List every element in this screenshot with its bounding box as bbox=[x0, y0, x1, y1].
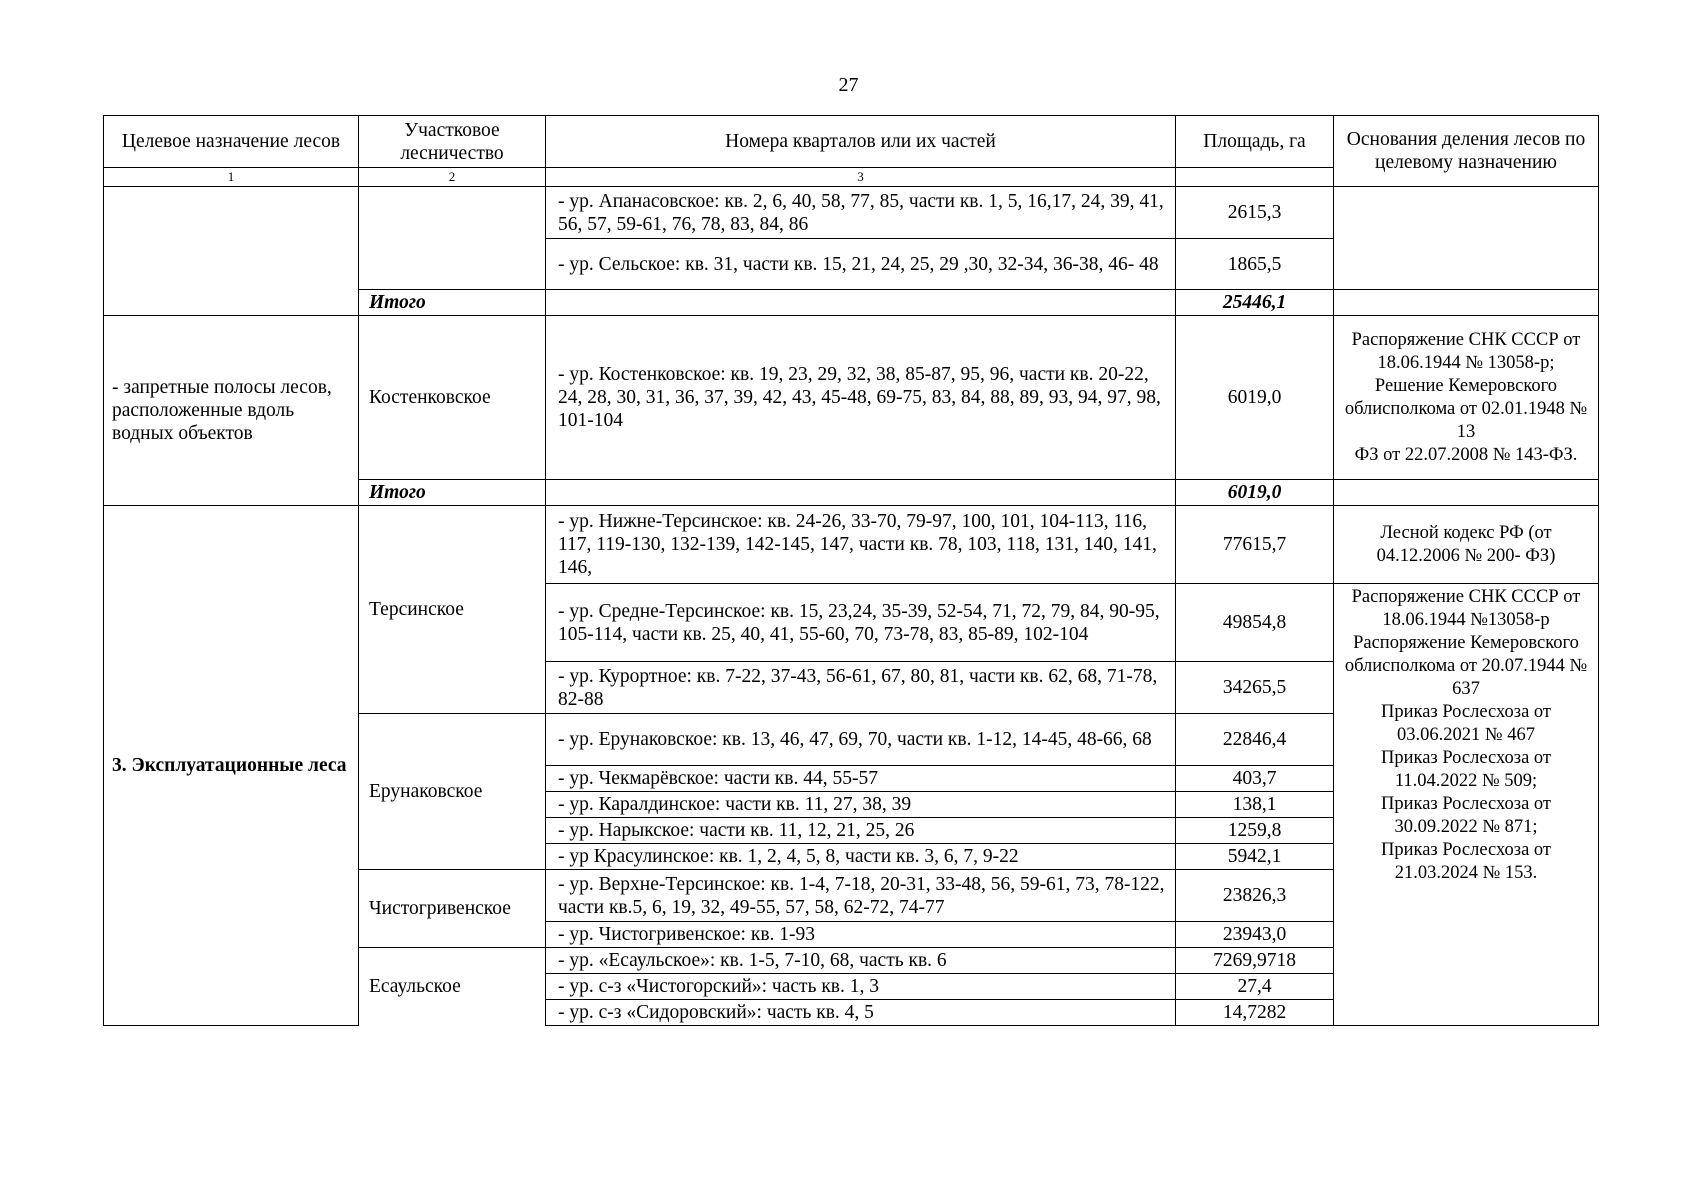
purpose-cell: 3. Эксплуатационные леса bbox=[104, 506, 359, 1026]
table-header-row bbox=[104, 116, 1599, 168]
area-cell: 14,7282 bbox=[1176, 1000, 1334, 1026]
quarters-cell: - ур. Костенковское: кв. 19, 23, 29, 32, 38, 85-87, 95, 96, части кв. 20-22, 24, 28, 30, 31, 36, 37, 39, 42, 43, 45-48, 69-75, 83, 84, 88, 89, 93, 94, 97, 98, 101-104 bbox=[546, 316, 1176, 480]
area-cell: 2615,3 bbox=[1176, 187, 1334, 239]
area-cell: 7269,9718 bbox=[1176, 948, 1334, 974]
basis-cell bbox=[1334, 584, 1599, 1026]
area-cell: 5942,1 bbox=[1176, 844, 1334, 870]
page-number: 27 bbox=[838, 74, 859, 96]
basis-line: Приказ Рослесхоза от 21.03.2024 № 153. bbox=[1380, 840, 1551, 883]
quarters-cell: - ур. «Есаульское»: кв. 1-5, 7-10, 68, часть кв. 6 bbox=[546, 948, 1176, 974]
area-cell: 403,7 bbox=[1176, 766, 1334, 792]
district-cell: Костенковское bbox=[359, 316, 546, 480]
area-cell: 1865,5 bbox=[1176, 239, 1334, 290]
district-cell: Ерунаковское bbox=[359, 714, 546, 870]
basis-line: Приказ Рослесхоза от 03.06.2021 № 467 bbox=[1380, 702, 1551, 745]
area-cell: 49854,8 bbox=[1176, 584, 1334, 662]
column-number bbox=[1176, 168, 1334, 187]
quarters-cell: - ур. с-з «Чистогорский»: часть кв. 1, 3 bbox=[546, 974, 1176, 1000]
forest-purpose-table bbox=[103, 115, 1599, 1026]
quarters-cell: - ур. Верхне-Терсинское: кв. 1-4, 7-18, 20-31, 33-48, 56, 59-61, 73, 78-122, части кв.5, 6, 19, 32, 49-55, 57, 58, 62-72, 74-77 bbox=[546, 870, 1176, 922]
quarters-cell: - ур. Курортное: кв. 7-22, 37-43, 56-61, 67, 80, 81, части кв. 62, 68, 71-78, 82-88 bbox=[546, 662, 1176, 714]
quarters-cell: - ур. Нижне-Терсинское: кв. 24-26, 33-70, 79-97, 100, 101, 104-113, 116, 117, 119-130, 132-139, 142-145, 147, части кв. 78, 103, 118, 131, 140, 141, 146, bbox=[546, 506, 1176, 584]
column-number: 1 bbox=[104, 168, 359, 187]
basis-line: Приказ Рослесхоза от 30.09.2022 № 871; bbox=[1380, 794, 1551, 837]
total-label: Итого bbox=[359, 290, 546, 316]
basis-line: Приказ Рослесхоза от 11.04.2022 № 509; bbox=[1380, 748, 1551, 791]
area-cell: 23943,0 bbox=[1176, 922, 1334, 948]
district-cell: Чистогривенское bbox=[359, 870, 546, 948]
empty-cell bbox=[1334, 480, 1599, 506]
total-area: 25446,1 bbox=[1176, 290, 1334, 316]
area-cell: 6019,0 bbox=[1176, 316, 1334, 480]
basis-cell: Лесной кодекс РФ (от 04.12.2006 № 200- ФЗ) bbox=[1334, 506, 1599, 584]
table-row bbox=[104, 316, 1599, 480]
column-number: 3 bbox=[546, 168, 1176, 187]
table-row bbox=[104, 187, 1599, 239]
quarters-cell: - ур. Каралдинское: части кв. 11, 27, 38, 39 bbox=[546, 792, 1176, 818]
column-number: 2 bbox=[359, 168, 546, 187]
table-row bbox=[104, 506, 1599, 584]
empty-cell bbox=[1334, 290, 1599, 316]
header-purpose: Целевое назначение лесов bbox=[104, 116, 359, 168]
quarters-cell: - ур. Апанасовское: кв. 2, 6, 40, 58, 77, 85, части кв. 1, 5, 16,17, 24, 39, 41, 56, 57, 59-61, 76, 78, 83, 84, 86 bbox=[546, 187, 1176, 239]
total-area: 6019,0 bbox=[1176, 480, 1334, 506]
purpose-cell: - запретные полосы лесов, расположенные вдоль водных объектов bbox=[104, 316, 359, 506]
quarters-cell: - ур. Чистогривенское: кв. 1-93 bbox=[546, 922, 1176, 948]
header-district: Участковое лесничество bbox=[359, 116, 546, 168]
quarters-cell: - ур. с-з «Сидоровский»: часть кв. 4, 5 bbox=[546, 1000, 1176, 1026]
area-cell: 77615,7 bbox=[1176, 506, 1334, 584]
basis-line: Распоряжение СНК СССР от 18.06.1944 № 13058-р; bbox=[1351, 329, 1581, 373]
quarters-cell: - ур Красулинское: кв. 1, 2, 4, 5, 8, части кв. 3, 6, 7, 9-22 bbox=[546, 844, 1176, 870]
area-cell: 34265,5 bbox=[1176, 662, 1334, 714]
basis-line: Распоряжение Кемеровского облисполкома от 20.07.1944 № 637 bbox=[1344, 633, 1588, 699]
district-cell: Терсинское bbox=[359, 506, 546, 714]
header-quarters: Номера кварталов или их частей bbox=[546, 116, 1176, 168]
basis-line: Распоряжение СНК СССР от 18.06.1944 №13058-р bbox=[1351, 587, 1581, 630]
empty-cell bbox=[546, 290, 1176, 316]
quarters-cell: - ур. Нарыкское: части кв. 11, 12, 21, 25, 26 bbox=[546, 818, 1176, 844]
quarters-cell: - ур. Средне-Терсинское: кв. 15, 23,24, 35-39, 52-54, 71, 72, 79, 84, 90-95, 105-114, части кв. 25, 40, 41, 55-60, 70, 73-78, 83, 85-89, 102-104 bbox=[546, 584, 1176, 662]
forest-purpose-table-container bbox=[103, 115, 1599, 1026]
district-cell: Есаульское bbox=[359, 948, 546, 1026]
basis-line: Решение Кемеровского облисполкома от 02.01.1948 № 13 bbox=[1344, 375, 1588, 442]
total-label: Итого bbox=[359, 480, 546, 506]
basis-cell bbox=[1334, 187, 1599, 290]
empty-cell bbox=[546, 480, 1176, 506]
quarters-cell: - ур. Ерунаковское: кв. 13, 46, 47, 69, 70, части кв. 1-12, 14-45, 48-66, 68 bbox=[546, 714, 1176, 766]
header-area: Площадь, га bbox=[1176, 116, 1334, 168]
basis-cell bbox=[1334, 316, 1599, 480]
area-cell: 1259,8 bbox=[1176, 818, 1334, 844]
quarters-cell: - ур. Сельское: кв. 31, части кв. 15, 21, 24, 25, 29 ,30, 32-34, 36-38, 46- 48 bbox=[546, 239, 1176, 290]
header-basis: Основания деления лесов по целевому назначению bbox=[1334, 116, 1599, 187]
basis-line: ФЗ от 22.07.2008 № 143-ФЗ. bbox=[1354, 444, 1578, 465]
area-cell: 27,4 bbox=[1176, 974, 1334, 1000]
area-cell: 22846,4 bbox=[1176, 714, 1334, 766]
district-cell bbox=[359, 187, 546, 290]
quarters-cell: - ур. Чекмарёвское: части кв. 44, 55-57 bbox=[546, 766, 1176, 792]
area-cell: 138,1 bbox=[1176, 792, 1334, 818]
purpose-cell bbox=[104, 187, 359, 316]
area-cell: 23826,3 bbox=[1176, 870, 1334, 922]
